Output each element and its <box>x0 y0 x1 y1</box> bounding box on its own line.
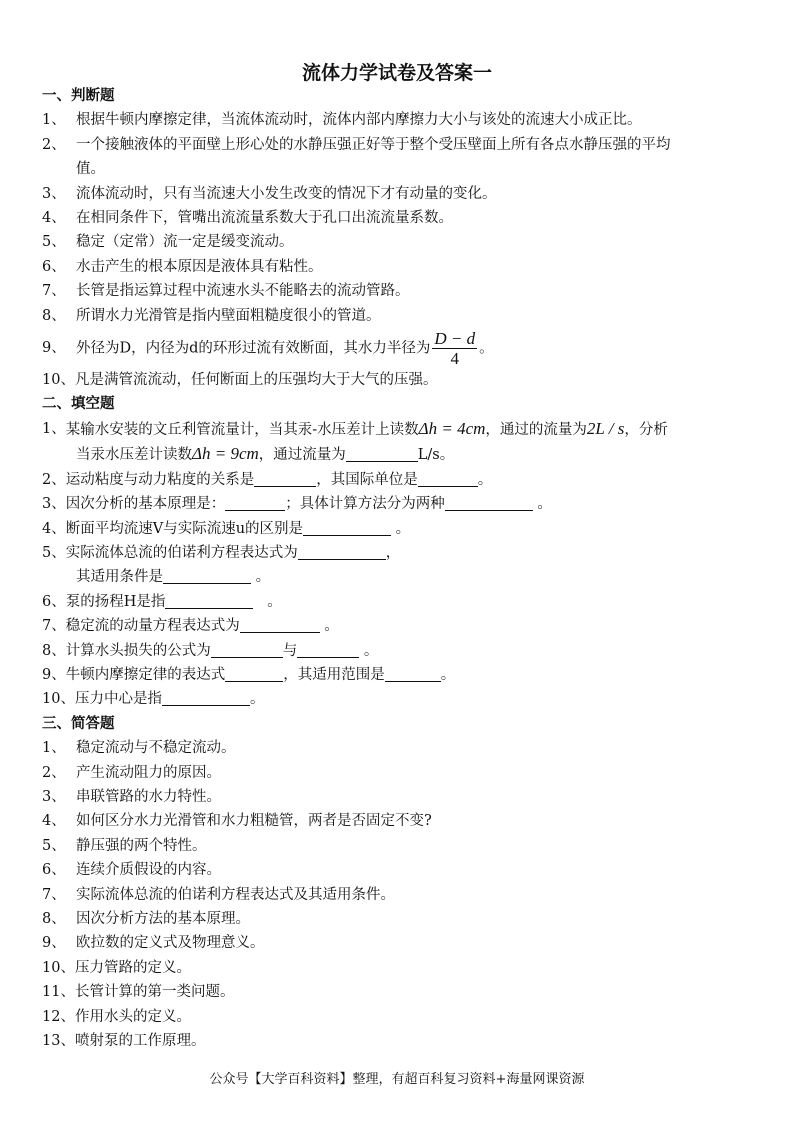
item-text: 。 <box>324 618 339 635</box>
item-text: 实际流体总流的伯诺利方程表达式及其适用条件。 <box>76 886 395 903</box>
short-item-11 <box>42 980 757 1004</box>
item-number: 4、 <box>42 520 66 537</box>
item-text: 泵的扬程H是指 <box>65 593 166 610</box>
item-text-wrap <box>76 279 757 303</box>
item-text: 因次分析方法的基本原理。 <box>76 911 250 927</box>
section-heading-judge: 一、判断题 <box>42 88 115 104</box>
item-text: L/s。 <box>417 447 455 464</box>
item-number: 7、 <box>42 283 66 300</box>
fill-item-7 <box>42 614 757 638</box>
item-text: 。 <box>479 340 494 357</box>
item-text: 稳定流动与不稳定流动。 <box>76 740 236 757</box>
answer-blank[interactable] <box>254 470 316 487</box>
item-text: ， <box>385 544 401 561</box>
item-text: 运动粘度与动力粘度的关系是 <box>65 471 255 488</box>
fraction-expression <box>432 329 477 368</box>
item-number: 2、 <box>42 471 66 488</box>
item-text: 长管计算的第一类问题。 <box>74 984 235 1001</box>
item-text-wrap <box>76 182 757 206</box>
item-text-wrap <box>76 108 757 132</box>
fill-item-6 <box>42 590 757 614</box>
item-number: 1、 <box>42 420 66 437</box>
item-number: 13、 <box>42 1033 75 1050</box>
short-item-1 <box>42 736 757 760</box>
short-item-12 <box>42 1005 757 1029</box>
item-text: 流体流动时，只有当流速大小发生改变的情况下才有动量的变化。 <box>76 185 497 202</box>
item-continuation: 值。 <box>76 161 105 178</box>
item-text-wrap <box>76 304 757 328</box>
item-text: 欧拉数的定义式及物理意义。 <box>76 935 265 952</box>
page-title: 流体力学试卷及答案一 <box>301 62 492 84</box>
item-text: 作用水头的定义。 <box>74 1008 191 1025</box>
item-text-wrap <box>76 858 757 882</box>
fill-item-10 <box>42 687 757 711</box>
item-text-wrap <box>76 931 757 955</box>
short-item-6 <box>42 858 757 882</box>
item-text: 所谓水力光滑管是指内壁面粗糙度很小的管道。 <box>76 307 381 324</box>
answer-blank[interactable] <box>385 665 441 682</box>
item-text: 。 <box>255 569 271 586</box>
item-text: 。 <box>363 642 379 659</box>
item-number: 10、 <box>42 372 75 389</box>
fill-item-8 <box>42 639 757 663</box>
fraction-denominator: 4 <box>450 348 460 368</box>
item-text-wrap <box>76 206 757 230</box>
answer-blank[interactable] <box>225 494 285 511</box>
item-number: 3、 <box>42 788 66 805</box>
item-text: 。 <box>477 471 493 488</box>
item-text: 水击产生的根本原因是液体具有粘性。 <box>76 258 323 275</box>
item-text: 。 <box>249 691 265 708</box>
fill-item-3 <box>42 492 757 516</box>
fill-item-5 <box>42 541 757 565</box>
item-number: 10、 <box>42 691 75 708</box>
item-text-wrap <box>76 809 757 833</box>
item-text: 。 <box>267 593 282 610</box>
item-text-wrap <box>75 368 757 392</box>
answer-blank[interactable] <box>211 641 283 658</box>
item-number: 7、 <box>42 618 66 635</box>
item-text-wrap <box>76 761 757 785</box>
item-text: 压力管路的定义。 <box>74 959 191 976</box>
item-number: 9、 <box>42 935 66 952</box>
fraction-numerator: D − d <box>434 328 476 348</box>
short-item-13 <box>42 1029 757 1053</box>
fill-item-5-cont <box>42 565 757 589</box>
math-expression: 2L / s <box>586 418 625 438</box>
judge-item-3 <box>42 182 757 206</box>
item-text: 其适用条件是 <box>76 569 163 586</box>
item-text-wrap <box>76 883 757 907</box>
answer-blank[interactable] <box>418 470 478 487</box>
short-item-9 <box>42 931 757 955</box>
item-text: 计算水头损失的公式为 <box>65 642 211 659</box>
item-text: 牛顿内摩擦定律的表达式 <box>65 666 226 683</box>
section-heading-short: 三、简答题 <box>42 715 115 732</box>
item-number: 6、 <box>42 258 66 275</box>
item-text-wrap <box>75 980 757 1004</box>
item-number: 8、 <box>42 642 66 659</box>
item-text: 长管是指运算过程中流速水头不能略去的流动管路。 <box>76 283 410 300</box>
item-text: ；具体计算方法分为两种 <box>285 496 445 513</box>
short-item-7 <box>42 883 757 907</box>
item-text: 如何区分水力光滑管和水力粗糙管，两者是否固定不变? <box>76 813 432 830</box>
math-expression: Δh = 9cm <box>192 444 259 464</box>
short-answer-list <box>42 736 757 1053</box>
item-number: 9、 <box>42 666 66 683</box>
item-text-wrap <box>75 1029 757 1053</box>
item-text: 某输水安装的文丘利管流量计，当其汞-水压差计上读数 <box>65 421 419 438</box>
item-number: 9、 <box>42 339 66 356</box>
fill-item-4 <box>42 517 757 541</box>
answer-blank[interactable] <box>297 641 359 658</box>
item-text: 静压强的两个特性。 <box>76 837 207 854</box>
item-number: 6、 <box>42 593 66 610</box>
item-text: 因次分析的基本原理是： <box>65 496 226 513</box>
item-text: 串联管路的水力特性。 <box>76 788 221 805</box>
item-text: ，通过的流量为 <box>485 421 587 438</box>
item-number: 10、 <box>42 959 75 976</box>
footer-note: 公众号【大学百科资料】整理，有超百科复习资料+海量网课资源 <box>209 1072 585 1087</box>
answer-blank[interactable] <box>225 665 283 682</box>
answer-blank[interactable] <box>163 567 251 584</box>
item-text: ，其适用范围是 <box>283 666 385 683</box>
item-text-wrap <box>76 133 757 157</box>
judge-item-6 <box>42 255 757 279</box>
item-number: 1、 <box>42 740 66 757</box>
section-heading-fill: 二、填空题 <box>42 396 115 413</box>
item-text: 断面平均流速V与实际流速u的区别是 <box>65 520 304 537</box>
item-text: ，分析 <box>624 421 668 438</box>
short-item-3 <box>42 785 757 809</box>
item-text: 一个接触液体的平面壁上形心处的水静压强正好等于整个受压壁面上所有各点水静压强的平均 <box>76 136 671 153</box>
item-number: 3、 <box>42 496 66 513</box>
judge-item-4 <box>42 206 757 230</box>
item-number: 5、 <box>42 234 66 251</box>
answer-blank[interactable] <box>445 494 533 511</box>
item-number: 3、 <box>42 185 66 202</box>
judge-item-2 <box>42 133 757 157</box>
item-number: 5、 <box>42 837 66 854</box>
item-number: 8、 <box>42 307 66 324</box>
judge-item-10 <box>42 368 757 392</box>
item-number: 5、 <box>42 544 66 561</box>
item-text-wrap <box>75 956 757 980</box>
item-number: 11、 <box>42 984 75 1001</box>
item-number: 1、 <box>42 112 66 129</box>
answer-blank[interactable] <box>165 592 253 609</box>
item-text: 外径为D，内径为d的环形过流有效断面，其水力半径为 <box>76 340 431 357</box>
judge-item-5 <box>42 230 757 254</box>
fill-list <box>42 417 757 712</box>
judge-item-7 <box>42 279 757 303</box>
item-text: 与 <box>282 642 298 659</box>
judge-item-9 <box>42 328 757 368</box>
answer-blank[interactable] <box>346 445 418 462</box>
item-text: 产生流动阻力的原因。 <box>76 764 221 781</box>
document-body <box>42 84 757 1053</box>
answer-blank[interactable] <box>303 519 391 536</box>
item-text: 根据牛顿内摩擦定律，当流体流动时，流体内部内摩擦力大小与该处的流速大小成正比。 <box>76 112 642 129</box>
item-number: 4、 <box>42 210 66 227</box>
item-text: ，通过流量为 <box>258 447 346 464</box>
item-text-wrap <box>76 736 757 760</box>
short-item-2 <box>42 761 757 785</box>
item-text: 。 <box>440 666 456 683</box>
judge-item-1 <box>42 108 757 132</box>
short-item-4 <box>42 809 757 833</box>
short-item-10 <box>42 956 757 980</box>
item-text: 在相同条件下，管嘴出流流量系数大于孔口出流流量系数。 <box>76 210 453 227</box>
judge-list <box>42 108 757 392</box>
fill-item-2 <box>42 468 757 492</box>
item-text: 压力中心是指 <box>74 691 162 708</box>
item-number: 6、 <box>42 862 66 879</box>
item-number: 2、 <box>42 136 66 153</box>
item-number: 8、 <box>42 911 66 927</box>
item-text: 实际流体总流的伯诺利方程表达式为 <box>65 544 298 561</box>
short-item-8 <box>42 907 757 931</box>
item-text: 稳定（定常）流一定是缓变流动。 <box>76 234 294 251</box>
item-number: 12、 <box>42 1008 75 1025</box>
item-text-wrap <box>76 329 757 368</box>
item-text: 喷射泵的工作原理。 <box>74 1033 206 1050</box>
item-text: 当汞水压差计读数 <box>76 447 192 464</box>
short-item-5 <box>42 834 757 858</box>
item-number: 7、 <box>42 886 66 903</box>
item-text-wrap <box>76 834 757 858</box>
answer-blank[interactable] <box>240 616 320 633</box>
item-text-wrap <box>76 255 757 279</box>
math-expression: Δh = 4cm <box>418 418 486 438</box>
item-text: 连续介质假设的内容。 <box>76 862 221 879</box>
item-text: 。 <box>537 496 552 513</box>
item-text: 凡是满管流流动，任何断面上的压强均大于大气的压强。 <box>74 372 438 389</box>
item-text: ，其国际单位是 <box>316 471 418 488</box>
item-text-wrap <box>76 785 757 809</box>
item-text: 稳定流的动量方程表达式为 <box>65 618 240 635</box>
item-number: 4、 <box>42 813 66 830</box>
answer-blank[interactable] <box>298 543 386 560</box>
item-number: 2、 <box>42 764 66 781</box>
answer-blank[interactable] <box>162 689 250 706</box>
fill-item-1-cont <box>42 442 757 467</box>
item-text-wrap <box>75 1005 757 1029</box>
item-text-wrap <box>76 907 757 931</box>
fill-item-9 <box>42 663 757 687</box>
fill-item-1 <box>42 417 757 442</box>
item-text-wrap <box>76 230 757 254</box>
item-text: 。 <box>395 520 411 537</box>
judge-item-8 <box>42 304 757 328</box>
